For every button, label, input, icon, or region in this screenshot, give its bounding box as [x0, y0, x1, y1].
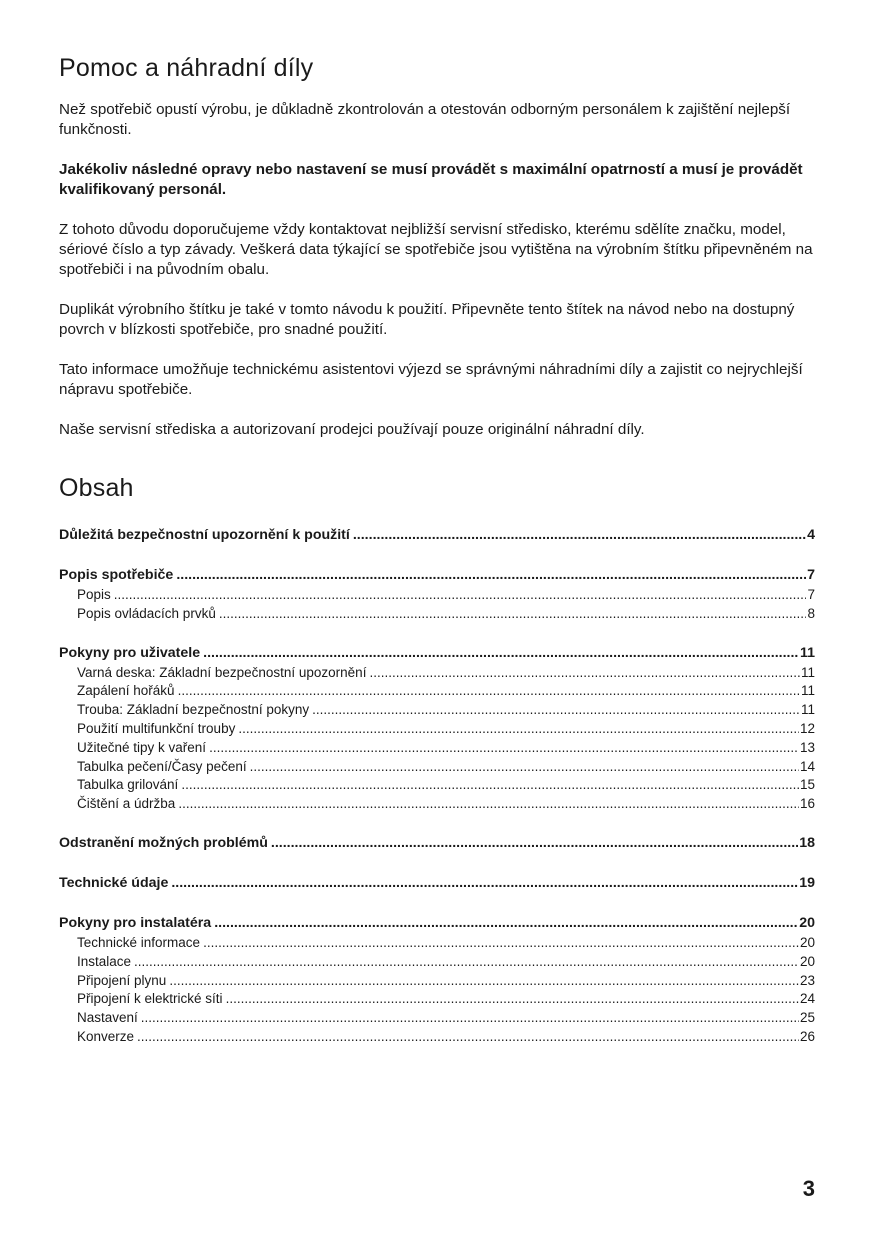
toc-page-number: 20 — [799, 953, 815, 969]
toc-heading: Obsah — [59, 474, 134, 502]
toc-section-label: Pokyny pro instalatéra — [59, 914, 212, 931]
toc-leader — [214, 913, 798, 934]
toc-page-number: 24 — [799, 991, 815, 1007]
toc-leader — [178, 682, 800, 701]
toc-section-troubleshooting[interactable] — [59, 833, 815, 854]
toc-item[interactable] — [59, 990, 815, 1009]
toc-item[interactable] — [59, 586, 815, 605]
toc-item[interactable] — [59, 720, 815, 739]
toc-page-number: 20 — [799, 914, 815, 931]
toc-item-label: Nastavení — [77, 1010, 138, 1026]
toc-page-number: 12 — [799, 720, 815, 736]
toc-item[interactable] — [59, 953, 815, 972]
toc-section-safety[interactable] — [59, 525, 815, 546]
toc-item[interactable] — [59, 776, 815, 795]
toc-page-number: 13 — [799, 739, 815, 755]
toc-page-number: 7 — [807, 587, 815, 602]
toc-section-label: Pokyny pro uživatele — [59, 644, 201, 661]
toc-item[interactable] — [59, 739, 815, 758]
toc-leader — [171, 873, 798, 894]
toc-page-number: 11 — [800, 683, 815, 699]
toc-section-installer[interactable] — [59, 913, 815, 934]
toc-page-number: 16 — [799, 796, 815, 812]
toc-item-label: Zapálení hořáků — [77, 683, 175, 699]
toc-leader — [178, 795, 799, 814]
toc-page-number: 4 — [807, 527, 815, 543]
toc-item-label: Popis — [77, 587, 111, 602]
toc-page-number: 23 — [799, 972, 815, 988]
spare-parts-paragraph: Naše servisní střediska a autorizovaní prodejci používají pouze originální náhradní díly. — [59, 421, 645, 438]
toc-item-label: Připojení k elektrické síti — [77, 991, 223, 1007]
toc-leader — [137, 1028, 799, 1047]
toc-page-number: 15 — [799, 777, 815, 793]
toc-item[interactable] — [59, 972, 815, 991]
toc-leader — [203, 643, 799, 664]
toc-page-number: 11 — [800, 702, 815, 718]
toc-item-label: Tabulka pečení/Časy pečení — [77, 758, 247, 774]
toc-leader — [353, 525, 806, 546]
label-paragraph: Duplikát výrobního štítku je také v tomto návodu k použití. Připevněte tento štítek na návod nebo na dostupný povrch v blízkosti spotřebiče, pro snadné použití. — [59, 301, 795, 338]
toc-section-label: Popis spotřebiče — [59, 567, 174, 583]
toc-leader — [226, 990, 799, 1009]
toc-page-number: 20 — [799, 934, 815, 950]
toc-section-description[interactable] — [59, 565, 815, 586]
toc-item-label: Připojení plynu — [77, 972, 167, 988]
toc-item[interactable] — [59, 758, 815, 777]
toc-section-technical-data[interactable] — [59, 873, 815, 894]
toc-leader — [141, 1009, 799, 1028]
toc-item-label: Užitečné tipy k vaření — [77, 739, 207, 755]
toc-item[interactable] — [59, 934, 815, 953]
toc-item-label: Popis ovládacích prvků — [77, 605, 216, 621]
toc-page-number: 26 — [799, 1028, 815, 1044]
toc-section-label: Odstranění možných problémů — [59, 834, 268, 851]
toc-item-label: Konverze — [77, 1028, 135, 1044]
toc-item-label: Instalace — [77, 953, 132, 969]
toc-item-label: Použití multifunkční trouby — [77, 720, 236, 736]
toc-page-number: 7 — [807, 567, 815, 583]
toc-leader — [209, 739, 799, 758]
toc-section-label: Důležitá bezpečnostní upozornění k použití — [59, 527, 350, 543]
toc-leader — [312, 701, 800, 720]
table-of-contents — [59, 525, 815, 1047]
toc-page-number: 14 — [799, 758, 815, 774]
service-paragraph: Z tohoto důvodu doporučujeme vždy kontaktovat nejbližší servisní středisko, kterému sdělíte značku, model, sériové číslo a typ závady. Veškerá data týkající se spotřebiče jsou vytištěna na výrobním štítku připevněném na spotřebiči i na původním obalu. — [59, 221, 813, 278]
toc-item[interactable] — [59, 795, 815, 814]
toc-page-number: 18 — [799, 834, 815, 851]
toc-leader — [181, 776, 799, 795]
toc-item[interactable] — [59, 605, 815, 624]
toc-leader — [219, 605, 807, 624]
toc-item[interactable] — [59, 682, 815, 701]
toc-item[interactable] — [59, 1009, 815, 1028]
toc-section-label: Technické údaje — [59, 874, 169, 891]
toc-section-user-instructions[interactable] — [59, 643, 815, 664]
toc-item-label: Technické informace — [77, 934, 201, 950]
toc-leader — [369, 664, 800, 683]
warning-paragraph: Jakékoliv následné opravy nebo nastavení se musí provádět s maximální opatrností a musí je provádět kvalifikovaný personál. — [59, 161, 803, 198]
toc-item[interactable] — [59, 701, 815, 720]
toc-leader — [169, 972, 799, 991]
page-number: 3 — [802, 1176, 815, 1201]
toc-leader — [203, 934, 799, 953]
toc-leader — [114, 586, 807, 605]
toc-page-number: 11 — [800, 644, 815, 661]
toc-page-number: 11 — [800, 664, 815, 680]
toc-page-number: 8 — [807, 605, 815, 621]
toc-page-number: 19 — [799, 874, 815, 891]
toc-leader — [271, 833, 798, 854]
toc-leader — [134, 953, 799, 972]
toc-item-label: Tabulka grilování — [77, 777, 179, 793]
help-heading: Pomoc a náhradní díly — [59, 54, 314, 82]
toc-item[interactable] — [59, 664, 815, 683]
toc-item[interactable] — [59, 1028, 815, 1047]
toc-page-number: 25 — [799, 1010, 815, 1026]
assistant-paragraph: Tato informace umožňuje technickému asistentovi výjezd se správnými náhradními díly a zajistit co nejrychlejší nápravu spotřebiče. — [59, 361, 803, 398]
toc-leader — [250, 758, 799, 777]
toc-item-label: Varná deska: Základní bezpečnostní upozornění — [77, 664, 367, 680]
toc-leader — [176, 565, 806, 586]
toc-leader — [238, 720, 799, 739]
toc-item-label: Trouba: Základní bezpečnostní pokyny — [77, 702, 310, 718]
toc-item-label: Čištění a údržba — [77, 796, 176, 812]
intro-paragraph: Než spotřebič opustí výrobu, je důkladně zkontrolován a otestován odborným personálem k zajištění nejlepší funkčnosti. — [59, 101, 791, 138]
